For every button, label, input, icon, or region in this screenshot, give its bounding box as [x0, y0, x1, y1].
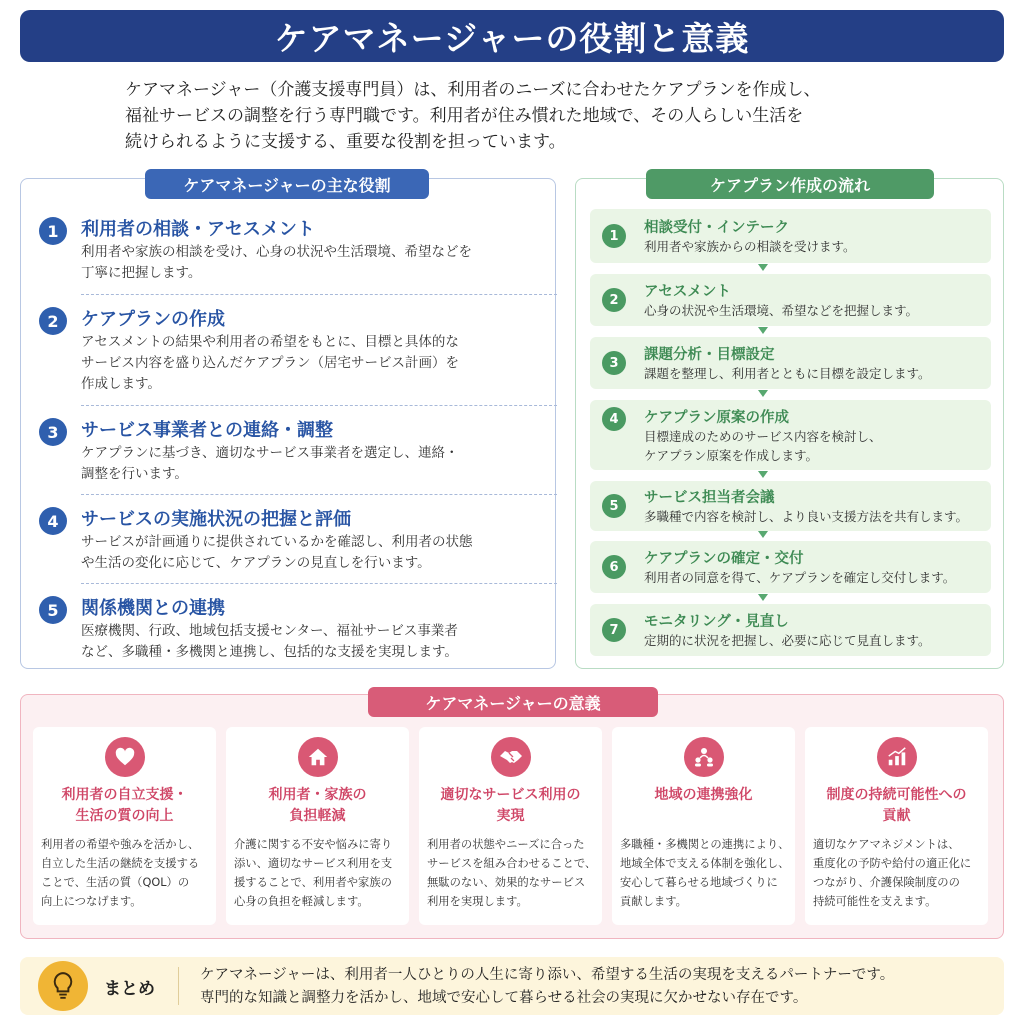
card-title-line: 生活の質の向上 — [75, 808, 174, 824]
significance-card — [805, 727, 988, 925]
step-number: 4 — [602, 407, 626, 431]
card-description — [234, 835, 406, 911]
people-network-icon — [684, 737, 724, 777]
step-number: 7 — [602, 618, 626, 642]
card-title-line: 実現 — [496, 808, 525, 824]
card-description — [427, 835, 599, 911]
role-description — [81, 443, 541, 485]
step-description-line: 定期的に状況を把握し、必要に応じて見直します。 — [644, 633, 931, 648]
step-description — [644, 364, 931, 383]
flow-step — [590, 209, 991, 263]
divider — [81, 494, 557, 495]
step-description-line: 課題を整理し、利用者とともに目標を設定します。 — [644, 366, 931, 381]
role-description-line: や生活の変化に応じて、ケアプランの見直しを行います。 — [81, 555, 431, 571]
flow-step — [590, 337, 991, 389]
summary-line: ケアマネージャーは、利用者一人ひとりの人生に寄り添い、希望する生活の実現を支えるパートナーです。 — [200, 967, 895, 983]
significance-panel — [20, 694, 1004, 939]
down-arrow-icon — [758, 390, 768, 397]
card-title — [226, 785, 409, 827]
step-description-line: 利用者や家族からの相談を受けます。 — [644, 239, 856, 254]
role-description-line: 調整を行います。 — [81, 466, 188, 482]
card-title — [612, 785, 795, 806]
card-description-line: ことで、生活の質（QOL）の — [41, 876, 190, 889]
card-description-line: つながり、介護保険制度のの — [813, 876, 960, 889]
handshake-icon — [491, 737, 531, 777]
card-description-line: 利用を実現します。 — [427, 895, 528, 908]
down-arrow-icon — [758, 531, 768, 538]
summary-label: まとめ — [104, 979, 155, 999]
flow-step — [590, 604, 991, 656]
step-title: ケアプランの確定・交付 — [644, 551, 804, 567]
role-description-line: 利用者や家族の相談を受け、心身の状況や生活環境、希望などを — [81, 244, 472, 260]
role-description-line: など、多職種・多機関と連携し、包括的な支援を実現します。 — [81, 644, 458, 660]
role-description-line: 医療機関、行政、地域包括支援センター、福祉サービス事業者 — [81, 623, 458, 639]
intro-line: ケアマネージャー（介護支援専門員）は、利用者のニーズに合わせたケアプランを作成し、 — [125, 80, 821, 100]
card-description — [813, 835, 985, 911]
significance-card — [612, 727, 795, 925]
step-title: 課題分析・目標設定 — [644, 347, 775, 363]
role-description — [81, 621, 541, 663]
intro-line: 福祉サービスの調整を行う専門職です。利用者が住み慣れた地域で、その人らしい生活を — [125, 106, 804, 126]
significance-card — [33, 727, 216, 925]
card-description-line: 添い、適切なサービス利用を支 — [234, 857, 393, 870]
card-title-line: 制度の持続可能性への — [826, 787, 967, 803]
summary-divider — [178, 967, 179, 1005]
step-number: 6 — [602, 555, 626, 579]
role-title: ケアプランの作成 — [81, 309, 225, 330]
role-description — [81, 532, 541, 574]
role-title: 関係機関との連携 — [81, 598, 225, 619]
flow-step — [590, 481, 991, 531]
card-description-line: 貢献します。 — [620, 895, 687, 908]
role-description-line: サービスが計画通りに提供されているかを確認し、利用者の状態 — [81, 534, 473, 550]
heart-icon — [105, 737, 145, 777]
card-title-line: 負担軽減 — [289, 808, 346, 824]
down-arrow-icon — [758, 471, 768, 478]
divider — [81, 405, 557, 406]
card-title — [419, 785, 602, 827]
role-number: 4 — [39, 507, 67, 535]
step-title: サービス担当者会議 — [644, 490, 775, 506]
card-title — [805, 785, 988, 827]
card-description-line: 援することで、利用者や家族の — [234, 876, 392, 889]
card-description-line: 地域全体で支える体制を強化し、 — [620, 857, 790, 870]
growth-chart-icon — [877, 737, 917, 777]
step-number: 3 — [602, 351, 626, 375]
card-description-line: 向上につなげます。 — [41, 895, 142, 908]
intro-text — [125, 77, 925, 155]
flow-panel — [575, 175, 1004, 669]
card-description-line: 重度化の予防や給付の適正化に — [813, 857, 972, 870]
role-number: 5 — [39, 596, 67, 624]
significance-card — [419, 727, 602, 925]
summary-line: 専門的な知識と調整力を活かし、地域で安心して暮らせる社会の実現に欠かせない存在です。 — [200, 990, 808, 1006]
significance-card — [226, 727, 409, 925]
card-description — [41, 835, 213, 911]
step-title: モニタリング・見直し — [644, 614, 789, 630]
step-description-line: 目標達成のためのサービス内容を検討し、 — [644, 429, 882, 444]
house-icon — [298, 737, 338, 777]
summary-box — [20, 957, 1004, 1015]
step-number: 2 — [602, 288, 626, 312]
page-title: ケアマネージャーの役割と意義 — [274, 18, 750, 58]
role-description — [81, 242, 541, 284]
step-title: ケアプラン原案の作成 — [644, 410, 789, 426]
role-title: 利用者の相談・アセスメント — [81, 219, 315, 240]
card-description-line: 自立した生活の継続を支援する — [41, 857, 200, 870]
role-description-line: ケアプランに基づき、適切なサービス事業者を選定し、連絡・ — [81, 445, 459, 461]
card-title-line: 地域の連携強化 — [654, 787, 753, 803]
step-description — [644, 427, 882, 465]
down-arrow-icon — [758, 264, 768, 271]
card-description-line: 利用者の希望や強みを活かし、 — [41, 838, 200, 851]
step-description — [644, 631, 931, 650]
step-description — [644, 301, 918, 320]
roles-header: ケアマネージャーの主な役割 — [145, 169, 429, 199]
role-title: サービスの実施状況の把握と評価 — [81, 509, 351, 530]
lightbulb-icon — [38, 961, 88, 1011]
role-number: 1 — [39, 217, 67, 245]
card-title-line: 利用者の自立支援・ — [61, 787, 188, 803]
role-description-line: 作成します。 — [81, 376, 161, 392]
card-description-line: 無駄のない、効果的なサービス — [427, 876, 586, 889]
down-arrow-icon — [758, 327, 768, 334]
card-description-line: 持続可能性を支えます。 — [813, 895, 937, 908]
step-description-line: ケアプラン原案を作成します。 — [644, 448, 819, 463]
role-number: 2 — [39, 307, 67, 335]
flow-step — [590, 274, 991, 326]
card-description-line: 介護に関する不安や悩みに寄り — [234, 838, 393, 851]
card-description-line: サービスを組み合わせることで、 — [427, 857, 597, 870]
down-arrow-icon — [758, 594, 768, 601]
card-description-line: 適切なケアマネジメントは、 — [813, 838, 960, 851]
step-description-line: 心身の状況や生活環境、希望などを把握します。 — [644, 303, 919, 318]
card-title-line: 利用者・家族の — [268, 787, 367, 803]
roles-panel — [20, 175, 556, 669]
intro-line: 続けられるように支援する、重要な役割を担っています。 — [125, 132, 566, 152]
divider — [81, 583, 557, 584]
step-title: 相談受付・インテーク — [644, 220, 789, 236]
card-description-line: 安心して暮らせる地域づくりに — [620, 876, 778, 889]
summary-text — [200, 964, 894, 1010]
flow-header: ケアプラン作成の流れ — [646, 169, 934, 199]
step-description — [644, 237, 856, 256]
step-description-line: 利用者の同意を得て、ケアプランを確定し交付します。 — [644, 570, 956, 585]
card-description-line: 心身の負担を軽減します。 — [234, 895, 369, 908]
card-title — [33, 785, 216, 827]
card-description-line: 利用者の状態やニーズに合った — [427, 838, 585, 851]
title-banner — [20, 10, 1004, 62]
card-description-line: 多職種・多機関との連携により、 — [620, 838, 790, 851]
step-description-line: 多職種で内容を検討し、より良い支援方法を共有します。 — [644, 509, 969, 524]
role-number: 3 — [39, 418, 67, 446]
role-title: サービス事業者との連絡・調整 — [81, 420, 333, 441]
card-description — [620, 835, 792, 911]
step-description — [644, 568, 955, 587]
step-description — [644, 507, 968, 526]
significance-header: ケアマネージャーの意義 — [368, 687, 658, 717]
card-title-line: 貢献 — [882, 808, 911, 824]
step-title: アセスメント — [644, 284, 731, 300]
role-description — [81, 332, 541, 395]
divider — [81, 294, 557, 295]
flow-step — [590, 541, 991, 593]
role-description-line: 丁寧に把握します。 — [81, 265, 202, 281]
card-title-line: 適切なサービス利用の — [440, 787, 581, 803]
step-number: 1 — [602, 224, 626, 248]
step-number: 5 — [602, 494, 626, 518]
flow-step — [590, 400, 991, 470]
role-description-line: アセスメントの結果や利用者の希望をもとに、目標と具体的な — [81, 334, 459, 350]
role-description-line: サービス内容を盛り込んだケアプラン（居宅サービス計画）を — [81, 355, 459, 371]
